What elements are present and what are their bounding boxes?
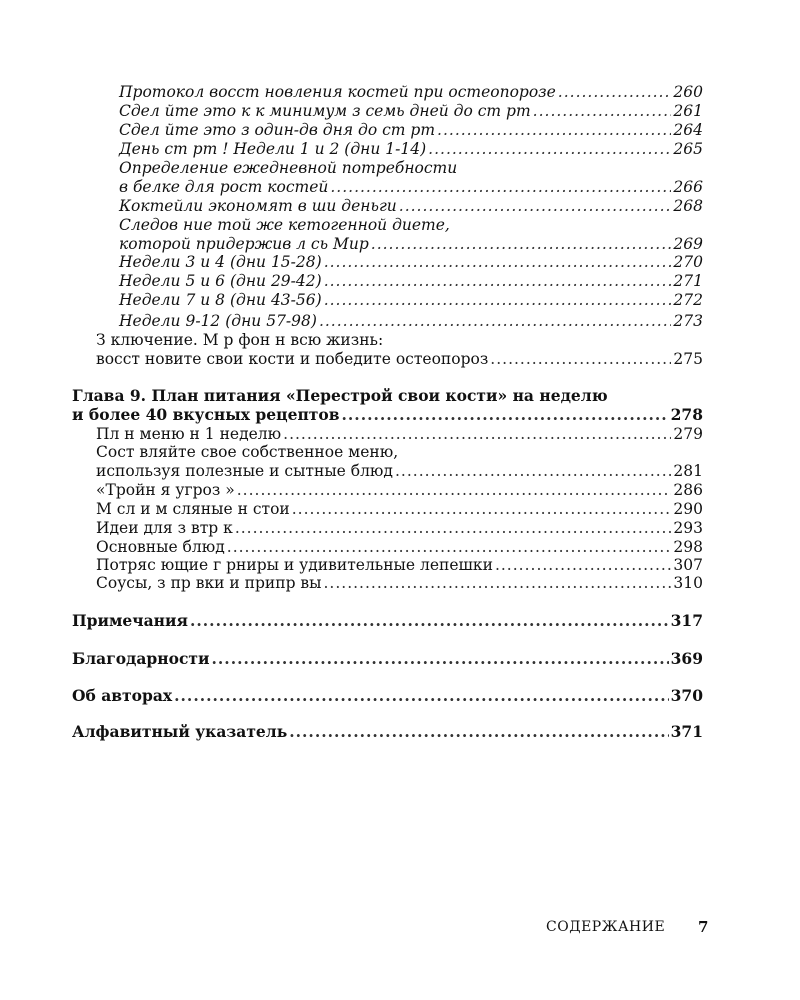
leader-dots: [437, 120, 671, 140]
toc-entry[interactable]: [119, 271, 703, 291]
toc-entry-page: 279: [673, 425, 703, 443]
toc-entry-title: Коктейли экономят в ши деньги: [119, 197, 397, 215]
toc-entry-page: 268: [673, 197, 703, 215]
running-footer-section: СОДЕРЖАНИЕ: [546, 919, 666, 935]
toc-entry[interactable]: [119, 290, 703, 310]
toc-section-page: 370: [670, 686, 703, 705]
toc-entry[interactable]: [96, 480, 703, 500]
toc-entry-page: 281: [673, 462, 703, 480]
toc-entry-title: Недели 9-12 (дни 57-98): [119, 312, 317, 330]
toc-entry[interactable]: [119, 120, 703, 140]
chapter-9-title-line1: Глава 9. План питания «Перестрой свои кости» на неделю: [72, 386, 608, 405]
toc-section-title: Алфавитный указатель: [72, 722, 288, 741]
toc-entry-page: 261: [673, 102, 703, 120]
toc-section-page: 317: [670, 611, 703, 630]
leader-dots: [558, 82, 672, 102]
toc-entry-page: 271: [673, 272, 703, 290]
leader-dots: [324, 271, 672, 291]
toc-entry[interactable]: [96, 499, 703, 519]
toc-entry[interactable]: [119, 82, 703, 102]
toc-entry-page: 293: [673, 519, 703, 537]
toc-chapter-title: и более 40 вкусных рецептов: [72, 405, 340, 424]
toc-entry-page: 270: [673, 253, 703, 271]
toc-entry-title-line1: Следов ние той же кетогенной диете,: [119, 216, 450, 234]
toc-entry[interactable]: [119, 234, 703, 254]
toc-entry-page: 264: [673, 121, 703, 139]
toc-entry-page: 310: [673, 574, 703, 592]
toc-entry[interactable]: [119, 196, 703, 216]
toc-entry-title: Сдел йте это к к минимум з семь дней до ст рт: [119, 102, 531, 120]
leader-dots: [227, 537, 672, 557]
leader-dots: [235, 518, 672, 538]
toc-notes[interactable]: [72, 611, 703, 631]
leader-dots: [399, 196, 672, 216]
toc-entry[interactable]: [119, 177, 703, 197]
toc-acknowledgements[interactable]: [72, 649, 703, 669]
leader-dots: [495, 555, 671, 575]
toc-entry[interactable]: [96, 573, 703, 593]
toc-entry[interactable]: [96, 555, 703, 575]
toc-entry-page: 273: [673, 312, 703, 330]
toc-index[interactable]: [72, 722, 703, 742]
toc-entry-title: Пл н меню н 1 неделю: [96, 425, 282, 443]
toc-chapter-page: 278: [670, 405, 703, 424]
toc-entry-title: «Тройн я угроз »: [96, 481, 235, 499]
leader-dots: [490, 349, 671, 369]
toc-about-authors[interactable]: [72, 686, 703, 706]
toc-entry[interactable]: [96, 461, 703, 481]
toc-entry-title: День ст рт ! Недели 1 и 2 (дни 1-14): [119, 140, 427, 158]
toc-entry-page: 266: [673, 178, 703, 196]
toc-entry-title: Сдел йте это з один-дв дня до ст рт: [119, 121, 436, 139]
leader-dots: [190, 611, 669, 631]
toc-entry-conclusion[interactable]: [96, 349, 703, 369]
toc-entry[interactable]: [119, 311, 703, 331]
leader-dots: [292, 499, 672, 519]
toc-entry-title-line1: Сост вляйте свое собственное меню,: [96, 443, 399, 461]
toc-entry-title: восст новите свои кости и победите остеопороз: [96, 350, 489, 368]
leader-dots: [324, 252, 672, 272]
leader-dots: [330, 177, 671, 197]
toc-entry-page: 269: [673, 235, 703, 253]
leader-dots: [174, 686, 669, 706]
leader-dots: [533, 101, 672, 121]
leader-dots: [428, 139, 671, 159]
toc-entry-page: 260: [673, 83, 703, 101]
toc-section-title: Об авторах: [72, 686, 173, 705]
toc-entry-title: Основные блюд: [96, 538, 225, 556]
leader-dots: [237, 480, 672, 500]
leader-dots: [324, 290, 672, 310]
toc-entry-page: 272: [673, 291, 703, 309]
leader-dots: [395, 461, 671, 481]
toc-section-page: 371: [670, 722, 703, 741]
conclusion-title-line1: З ключение. М р фон н всю жизнь:: [96, 331, 384, 349]
leader-dots: [371, 234, 672, 254]
leader-dots: [212, 649, 669, 669]
toc-entry[interactable]: [119, 101, 703, 121]
toc-entry[interactable]: [96, 518, 703, 538]
toc-entry-page: 307: [673, 556, 703, 574]
toc-entry-title: Соусы, з пр вки и припр вы: [96, 574, 322, 592]
toc-section-title: Благодарности: [72, 649, 210, 668]
leader-dots: [342, 405, 669, 425]
toc-section-page: 369: [670, 649, 703, 668]
toc-entry-page: 275: [673, 350, 703, 368]
toc-entry-title-line1: Определение ежедневной потребности: [119, 159, 458, 177]
toc-entry-title: Недели 7 и 8 (дни 43-56): [119, 291, 322, 309]
toc-entry-page: 265: [673, 140, 703, 158]
toc-entry-title: в белке для рост костей: [119, 178, 329, 196]
toc-section-title: Примечания: [72, 611, 188, 630]
toc-entry[interactable]: [96, 537, 703, 557]
toc-entry[interactable]: [96, 424, 703, 444]
toc-entry-page: 298: [673, 538, 703, 556]
toc-entry-title: М сл и м сляные н стои: [96, 500, 290, 518]
toc-entry-title: Недели 3 и 4 (дни 15-28): [119, 253, 322, 271]
toc-entry[interactable]: [119, 252, 703, 272]
leader-dots: [283, 424, 671, 444]
toc-entry-page: 286: [673, 481, 703, 499]
toc-chapter-9[interactable]: [72, 405, 703, 425]
toc-entry-title: Недели 5 и 6 (дни 29-42): [119, 272, 322, 290]
toc-entry-title: Потряс ющие г рниры и удивительные лепешки: [96, 556, 493, 574]
page-number: 7: [698, 918, 709, 936]
toc-entry-title: Протокол восст новления костей при остеопорозе: [119, 83, 556, 101]
toc-entry-page: 290: [673, 500, 703, 518]
toc-entry-title: которой придержив л сь Мир: [119, 235, 369, 253]
leader-dots: [319, 311, 671, 331]
toc-entry[interactable]: [119, 139, 703, 159]
toc-entry-title: Идеи для з втр к: [96, 519, 233, 537]
toc-entry-title: используя полезные и сытные блюд: [96, 462, 393, 480]
leader-dots: [324, 573, 672, 593]
leader-dots: [289, 722, 668, 742]
